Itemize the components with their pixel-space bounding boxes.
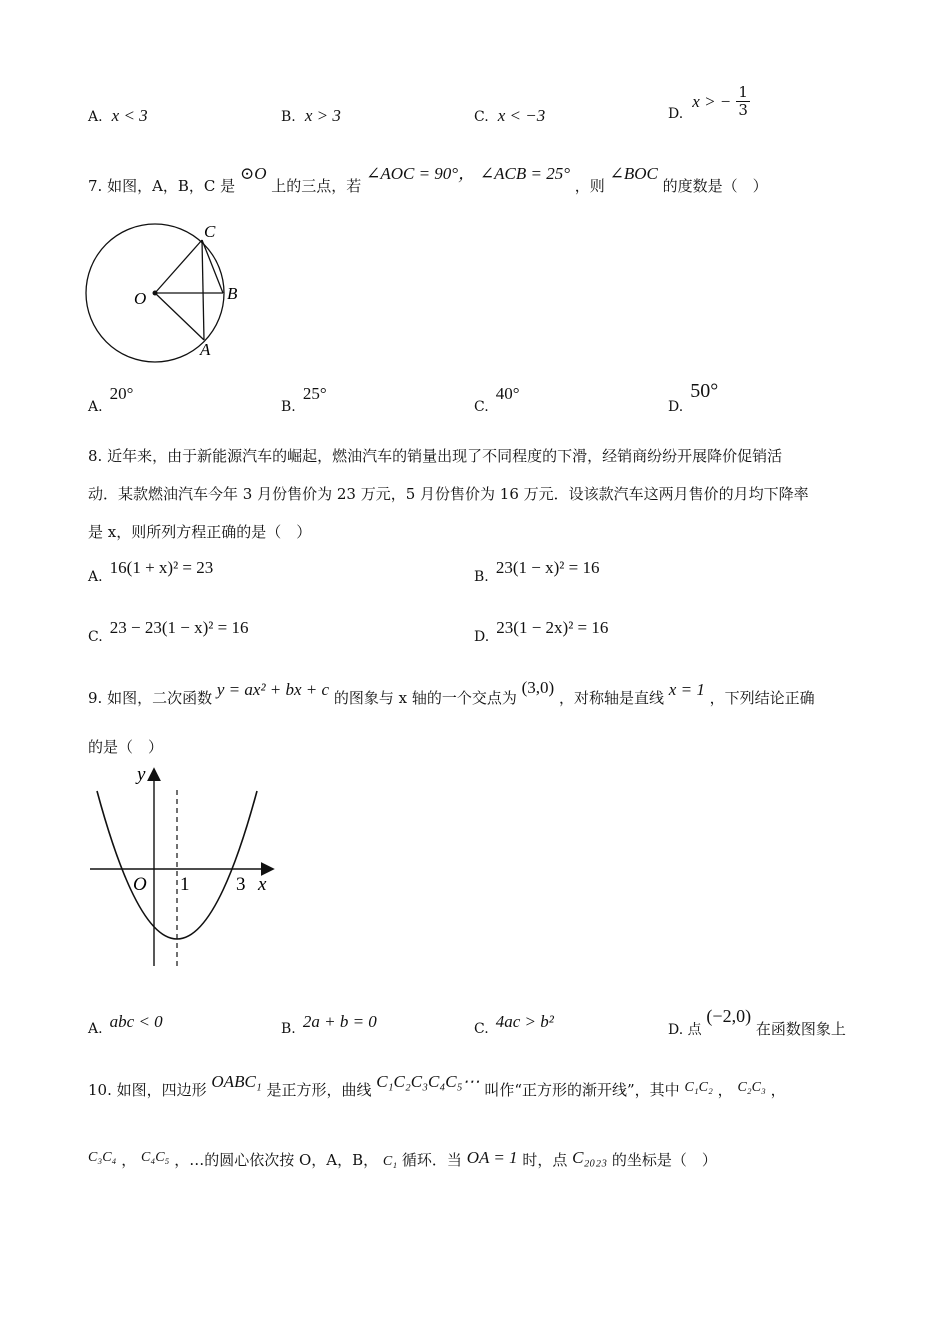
option-expr: x < −3 bbox=[497, 106, 546, 125]
option-label: A. bbox=[88, 1021, 103, 1037]
segment-oa bbox=[155, 293, 204, 340]
angle-acb: ∠ACB = 25° bbox=[479, 164, 570, 183]
option-expr: x < 3 bbox=[111, 106, 148, 125]
quad-name: OABC₁ bbox=[211, 1072, 262, 1091]
segment-oc bbox=[155, 240, 202, 293]
option-label: C. bbox=[88, 629, 103, 645]
q9-stem-part: 9. 如图，二次函数 bbox=[88, 689, 213, 707]
center-point bbox=[153, 291, 158, 296]
q7-option-b[interactable] bbox=[281, 384, 327, 415]
label-x: x bbox=[258, 874, 267, 895]
option-expr: abc < 0 bbox=[109, 1012, 163, 1031]
q6-option-c[interactable] bbox=[474, 106, 545, 126]
q6-option-d[interactable] bbox=[668, 83, 750, 122]
q10-stem-line-2 bbox=[88, 1148, 717, 1174]
label-o: O bbox=[133, 874, 147, 895]
option-expr: 4ac > b² bbox=[495, 1012, 554, 1031]
q7-stem-part: 7. 如图，A，B，C 是 bbox=[88, 177, 236, 195]
option-label: D. bbox=[668, 399, 684, 415]
label-b: B bbox=[227, 284, 238, 303]
q7-stem-part: 的度数是（ ） bbox=[662, 177, 768, 195]
option-suffix: 在函数图象上 bbox=[755, 1020, 846, 1038]
intersection-point: (3,0) bbox=[521, 678, 555, 697]
q8-line-2: 动．某款燃油汽车今年 3 月份售价为 23 万元，5 月份售价为 16 万元．设该款汽车这两月售价的月均下降率 bbox=[88, 485, 809, 503]
q10-stem-part: 10. 如图，四边形 bbox=[88, 1081, 207, 1099]
q8-line-1: 8. 近年来，由于新能源汽车的崛起，燃油汽车的销量出现了不同程度的下滑，经销商纷纷开展降价促销活 bbox=[88, 447, 783, 465]
option-value: 50° bbox=[690, 380, 719, 402]
q10-stem-line-1 bbox=[88, 1072, 786, 1104]
q8-option-c[interactable] bbox=[88, 618, 249, 645]
option-label: C. bbox=[474, 109, 489, 125]
option-label: A. bbox=[88, 569, 103, 585]
option-label: C. bbox=[474, 399, 489, 415]
q7-stem bbox=[88, 164, 768, 198]
option-value: 40° bbox=[495, 384, 520, 403]
q7-stem-part: 上的三点，若 bbox=[271, 177, 362, 195]
q7-option-d[interactable] bbox=[668, 380, 719, 415]
arc-c2c3: C₂C₃ bbox=[737, 1080, 766, 1095]
option-label: A. bbox=[88, 109, 103, 125]
q7-option-a[interactable] bbox=[88, 384, 134, 415]
option-label: B. bbox=[281, 109, 296, 125]
option-label: C. bbox=[474, 1021, 489, 1037]
option-expr: 23(1 − x)² = 16 bbox=[495, 558, 600, 577]
q8-option-d[interactable] bbox=[474, 618, 609, 645]
q7-stem-part: ，则 bbox=[574, 177, 605, 195]
option-expr: x > 3 bbox=[304, 106, 341, 125]
label-a: A bbox=[200, 340, 211, 359]
curve-name: C₁C₂C₃C₄C₅⋯ bbox=[376, 1072, 480, 1091]
q9-stem-line-2: 的是（ ） bbox=[88, 738, 164, 756]
q8-option-a[interactable] bbox=[88, 558, 214, 585]
arc-c4c5: C₄C₅ bbox=[141, 1150, 170, 1165]
option-label: D. bbox=[668, 105, 684, 122]
label-y: y bbox=[137, 764, 146, 785]
option-expr-prefix: x > − bbox=[692, 91, 732, 111]
option-expr: (−2,0) bbox=[706, 1006, 752, 1026]
q9-parabola-figure bbox=[84, 760, 284, 972]
q8-line-3: 是 x，则所列方程正确的是（ ） bbox=[88, 523, 312, 541]
label-1: 1 bbox=[180, 874, 190, 895]
separator: ， bbox=[770, 1081, 786, 1099]
point-c2023: C₂₀₂₃ bbox=[572, 1148, 608, 1167]
q9-stem-part: ，下列结论正确 bbox=[709, 689, 815, 707]
segment-cb bbox=[202, 240, 223, 293]
q7-circle-figure bbox=[80, 218, 250, 368]
q10-stem-part: 的坐标是（ ） bbox=[611, 1151, 717, 1169]
option-label: D. bbox=[474, 629, 490, 645]
q10-stem-part: ，…的圆心依次按 O，A，B， bbox=[174, 1151, 379, 1169]
arc-c1c2: C₁C₂ bbox=[684, 1080, 713, 1095]
q10-stem-part: 时，点 bbox=[522, 1151, 568, 1169]
option-expr: 16(1 + x)² = 23 bbox=[109, 558, 214, 577]
q10-stem-part: 循环．当 bbox=[401, 1151, 462, 1169]
option-label: B. bbox=[281, 1021, 296, 1037]
angle-boc: ∠BOC bbox=[609, 164, 658, 183]
q8-option-b[interactable] bbox=[474, 558, 600, 585]
label-3: 3 bbox=[236, 874, 246, 895]
q9-option-b[interactable] bbox=[281, 1012, 377, 1037]
q9-option-c[interactable] bbox=[474, 1012, 554, 1037]
option-expr: 23(1 − 2x)² = 16 bbox=[496, 618, 609, 637]
option-label: B. bbox=[281, 399, 296, 415]
q6-option-b[interactable] bbox=[281, 106, 341, 126]
q9-stem-part: 的图象与 x 轴的一个交点为 bbox=[333, 689, 517, 707]
option-expr: 23 − 23(1 − x)² = 16 bbox=[109, 618, 249, 637]
option-label: D. 点 bbox=[668, 1022, 702, 1038]
option-value: 25° bbox=[302, 384, 327, 403]
q7-option-c[interactable] bbox=[474, 384, 520, 415]
fraction-denominator: 3 bbox=[738, 101, 748, 119]
option-value: 20° bbox=[109, 384, 134, 403]
segment-ca bbox=[202, 240, 204, 340]
fraction-numerator: 1 bbox=[738, 83, 748, 101]
q10-stem-part: 叫作“正方形的渐开线”，其中 bbox=[484, 1081, 680, 1099]
axis-equation: x = 1 bbox=[668, 680, 705, 699]
label-o: O bbox=[134, 289, 147, 308]
oa-equation: OA = 1 bbox=[466, 1148, 518, 1167]
q6-option-a[interactable] bbox=[88, 106, 148, 126]
fraction bbox=[736, 84, 750, 119]
q9-stem bbox=[88, 678, 815, 710]
separator: ， bbox=[717, 1081, 733, 1099]
q9-option-d[interactable] bbox=[668, 1006, 846, 1038]
q9-stem-part: ，对称轴是直线 bbox=[559, 689, 665, 707]
arc-c3c4: C₃C₄ bbox=[88, 1150, 117, 1165]
point-c1: C₁ bbox=[382, 1154, 398, 1169]
option-label: A. bbox=[88, 399, 103, 415]
circle-o: ⊙O bbox=[239, 164, 267, 183]
option-label: B. bbox=[474, 569, 489, 585]
angle-aoc: ∠AOC = 90°， bbox=[366, 164, 476, 183]
q9-option-a[interactable] bbox=[88, 1012, 163, 1037]
q10-stem-part: 是正方形，曲线 bbox=[266, 1081, 372, 1099]
function-expr: y = ax² + bx + c bbox=[216, 680, 330, 699]
separator: ， bbox=[121, 1151, 137, 1169]
label-c: C bbox=[204, 222, 216, 241]
option-expr: 2a + b = 0 bbox=[302, 1012, 377, 1031]
